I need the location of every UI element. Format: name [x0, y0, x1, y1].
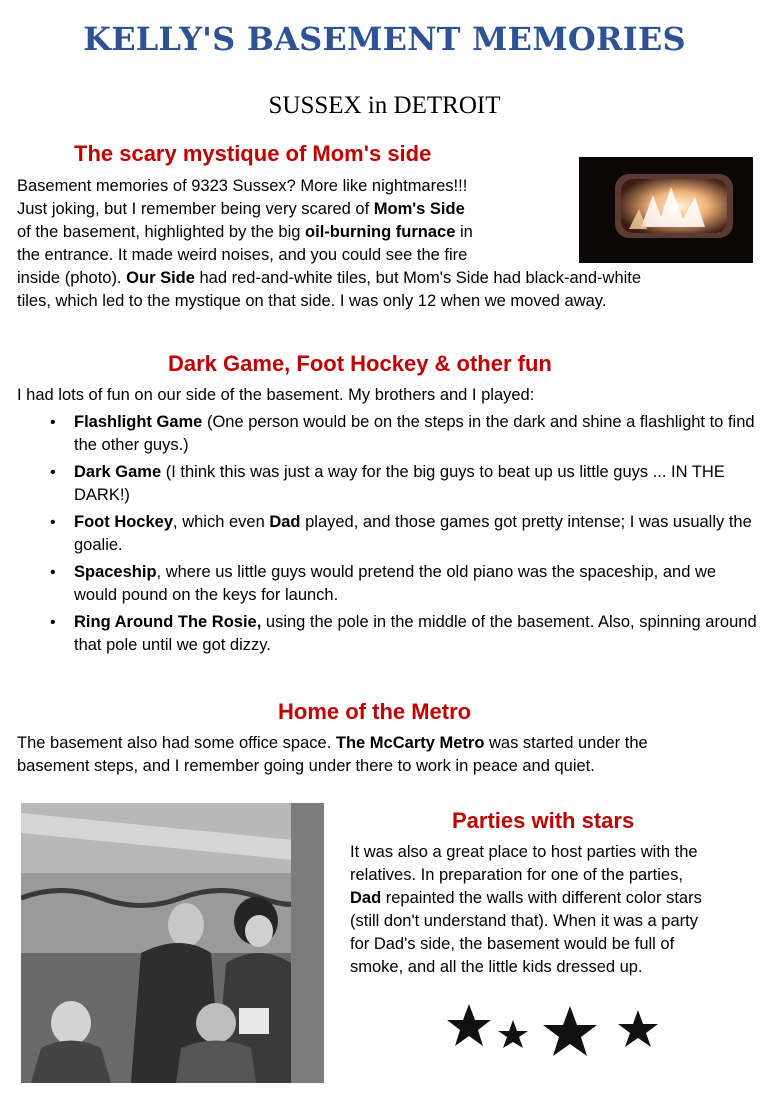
- party-photo: [21, 803, 324, 1083]
- s1-text: in: [455, 223, 473, 241]
- star-icon: [498, 1020, 528, 1048]
- s4-line6: smoke, and all the little kids dressed up.: [350, 958, 643, 976]
- section4-text: [350, 841, 765, 979]
- game-name: Spaceship: [74, 563, 157, 581]
- game-name: Ring Around The Rosie,: [74, 613, 262, 631]
- list-item: [17, 461, 763, 507]
- game-name: Foot Hockey: [74, 513, 174, 531]
- game-desc: (One person would be on the steps in the dark and shine a flashlight to find the other guys.): [74, 413, 755, 454]
- section1-text: [17, 175, 577, 267]
- games-list: [17, 411, 763, 661]
- s1-line2: [17, 198, 577, 221]
- game-desc: , where us little guys would pretend the old piano was the spaceship, and we would pound on the keys for launch.: [74, 563, 717, 604]
- game-name: Dark Game: [74, 463, 162, 481]
- page-subtitle: SUSSEX in DETROIT: [268, 92, 501, 119]
- s1-line6: tiles, which led to the mystique on that side. I was only 12 when we moved away.: [17, 292, 607, 310]
- s1-line5: [17, 267, 757, 290]
- s1-line4: the entrance. It made weird noises, and you could see the fire: [17, 246, 468, 264]
- section1-text-wide: [17, 267, 757, 313]
- game-desc: played, and those games got pretty intense; I was usually the goalie.: [74, 513, 752, 554]
- s3-bold-metro: The McCarty Metro: [335, 734, 485, 752]
- s4-text: repainted the walls with different color stars: [381, 889, 702, 907]
- s4-line3: [350, 887, 765, 910]
- list-item: [17, 611, 763, 657]
- s1-text: inside (photo).: [17, 269, 127, 287]
- page-title: KELLY'S BASEMENT MEMORIES: [83, 20, 686, 58]
- s3-text: The basement also had some office space.: [17, 734, 336, 752]
- s1-text: had red-and-white tiles, but Mom's Side had black-and-white: [194, 269, 642, 287]
- s1-bold-furnace: oil-burning furnace: [305, 223, 456, 241]
- s1-bold-moms-side: Mom's Side: [373, 200, 465, 218]
- s1-text: of the basement, highlighted by the big: [17, 223, 306, 241]
- game-desc: using the pole in the middle of the basement. Also, spinning around that pole until we got dizzy.: [74, 613, 757, 654]
- star-icon: [543, 1006, 597, 1056]
- s4-line5: for Dad's side, the basement would be full of: [350, 935, 675, 953]
- section3-text: [17, 732, 762, 778]
- game-desc: , which even: [173, 513, 270, 531]
- s3-text: was started under the: [484, 734, 648, 752]
- game-desc: (I think this was just a way for the big guys to beat up us little guys ... IN THE DARK!): [74, 463, 725, 504]
- heading-scary-mystique: The scary mystique of Mom's side: [74, 141, 432, 166]
- heading-parties: Parties with stars: [452, 808, 635, 833]
- star-icon: [618, 1010, 658, 1047]
- s4-line2: relatives. In preparation for one of the parties,: [350, 866, 683, 884]
- s1-line1: Basement memories of 9323 Sussex? More like nightmares!!!: [17, 177, 468, 195]
- stars-decoration: [445, 1000, 665, 1070]
- s4-bold-dad: Dad: [350, 889, 382, 907]
- s4-line1: It was also a great place to host parties with the: [350, 843, 698, 861]
- game-name: Flashlight Game: [74, 413, 203, 431]
- list-item: [17, 561, 763, 607]
- s3-line1: [17, 732, 762, 755]
- heading-home-metro: Home of the Metro: [278, 699, 472, 724]
- s1-line3: [17, 221, 577, 244]
- game-name-dad: Dad: [269, 513, 301, 531]
- furnace-photo: [579, 157, 753, 263]
- list-item: [17, 511, 763, 557]
- heading-dark-game: Dark Game, Foot Hockey & other fun: [168, 351, 552, 376]
- section2-intro: I had lots of fun on our side of the basement. My brothers and I played:: [17, 386, 535, 404]
- star-icon: [447, 1004, 491, 1046]
- s4-line4: (still don't understand that). When it was a party: [350, 912, 698, 930]
- list-item: [17, 411, 763, 457]
- s3-line2: basement steps, and I remember going under there to work in peace and quiet.: [17, 757, 595, 775]
- s1-text: Just joking, but I remember being very scared of: [17, 200, 374, 218]
- s1-bold-our-side: Our Side: [126, 269, 195, 287]
